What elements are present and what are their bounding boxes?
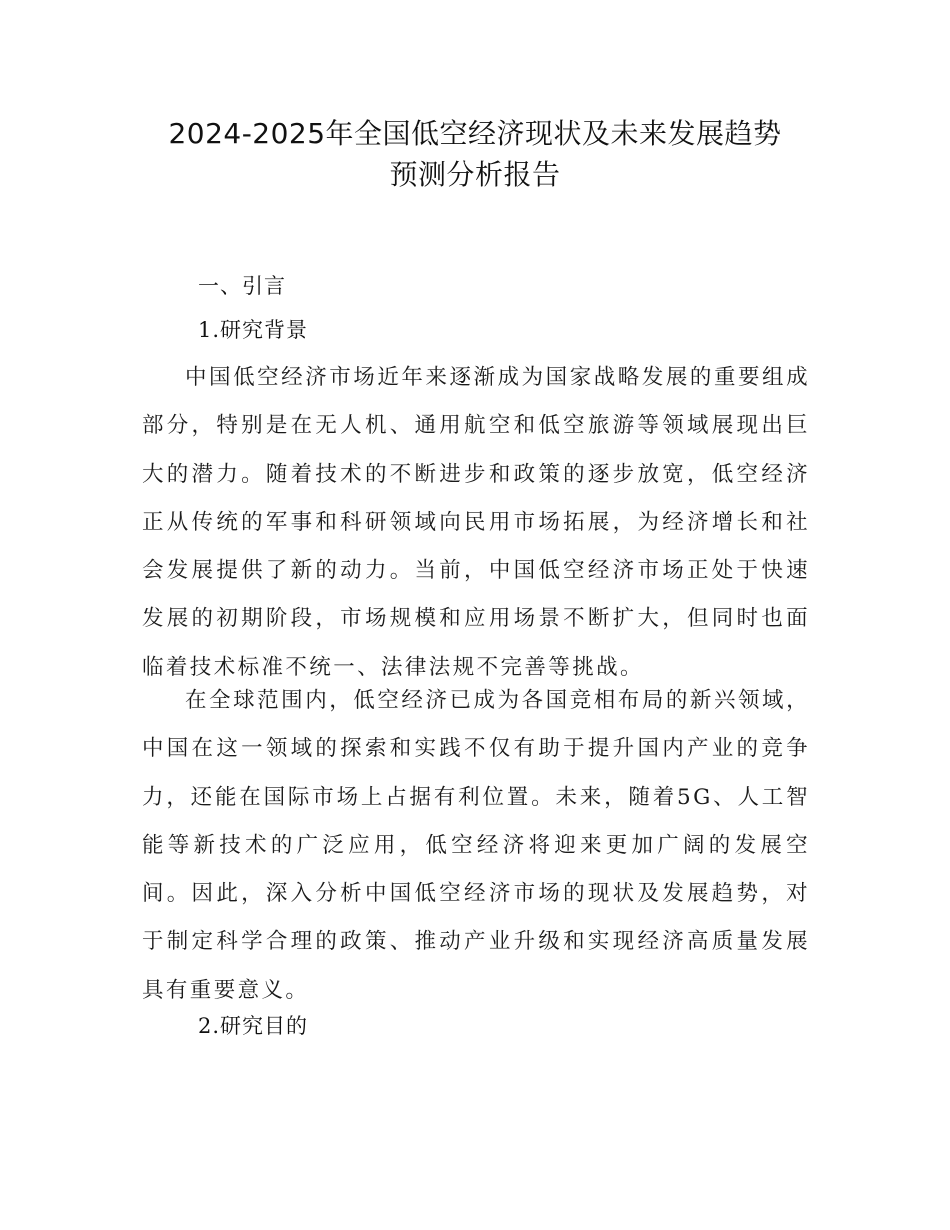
paragraph-background-2: 在全球范围内，低空经济已成为各国竞相布局的新兴领域，中国在这一领域的探索和实践不仅有助于提升国内产业的竞争力，还能在国际市场上占据有利位置。未来，随着5G、人工智能等新技术的广泛应用，低空经济将迎来更加广阔的发展空间。因此，深入分析中国低空经济市场的现状及发展趋势，对于制定科学合理的政策、推动产业升级和实现经济高质量发展具有重要意义。 bbox=[142, 688, 810, 1003]
subsection-heading-goal: 2.研究目的 bbox=[198, 1014, 309, 1038]
document-title-line-1: 2024-2025年全国低空经济现状及未来发展趋势 bbox=[168, 117, 782, 150]
subsection-heading-background: 1.研究背景 bbox=[198, 318, 309, 342]
document-title-line-2: 预测分析报告 bbox=[389, 158, 561, 191]
section-heading-intro: 一、引言 bbox=[198, 274, 286, 298]
paragraph-background-1: 中国低空经济市场近年来逐渐成为国家战略发展的重要组成部分，特别是在无人机、通用航空和低空旅游等领域展现出巨大的潜力。随着技术的不断进步和政策的逐步放宽，低空经济正从传统的军事和科研领域向民用市场拓展，为经济增长和社会发展提供了新的动力。当前，中国低空经济市场正处于快速发展的初期阶段，市场规模和应用场景不断扩大，但同时也面临着技术标准不统一、法律法规不完善等挑战。 bbox=[142, 365, 810, 680]
